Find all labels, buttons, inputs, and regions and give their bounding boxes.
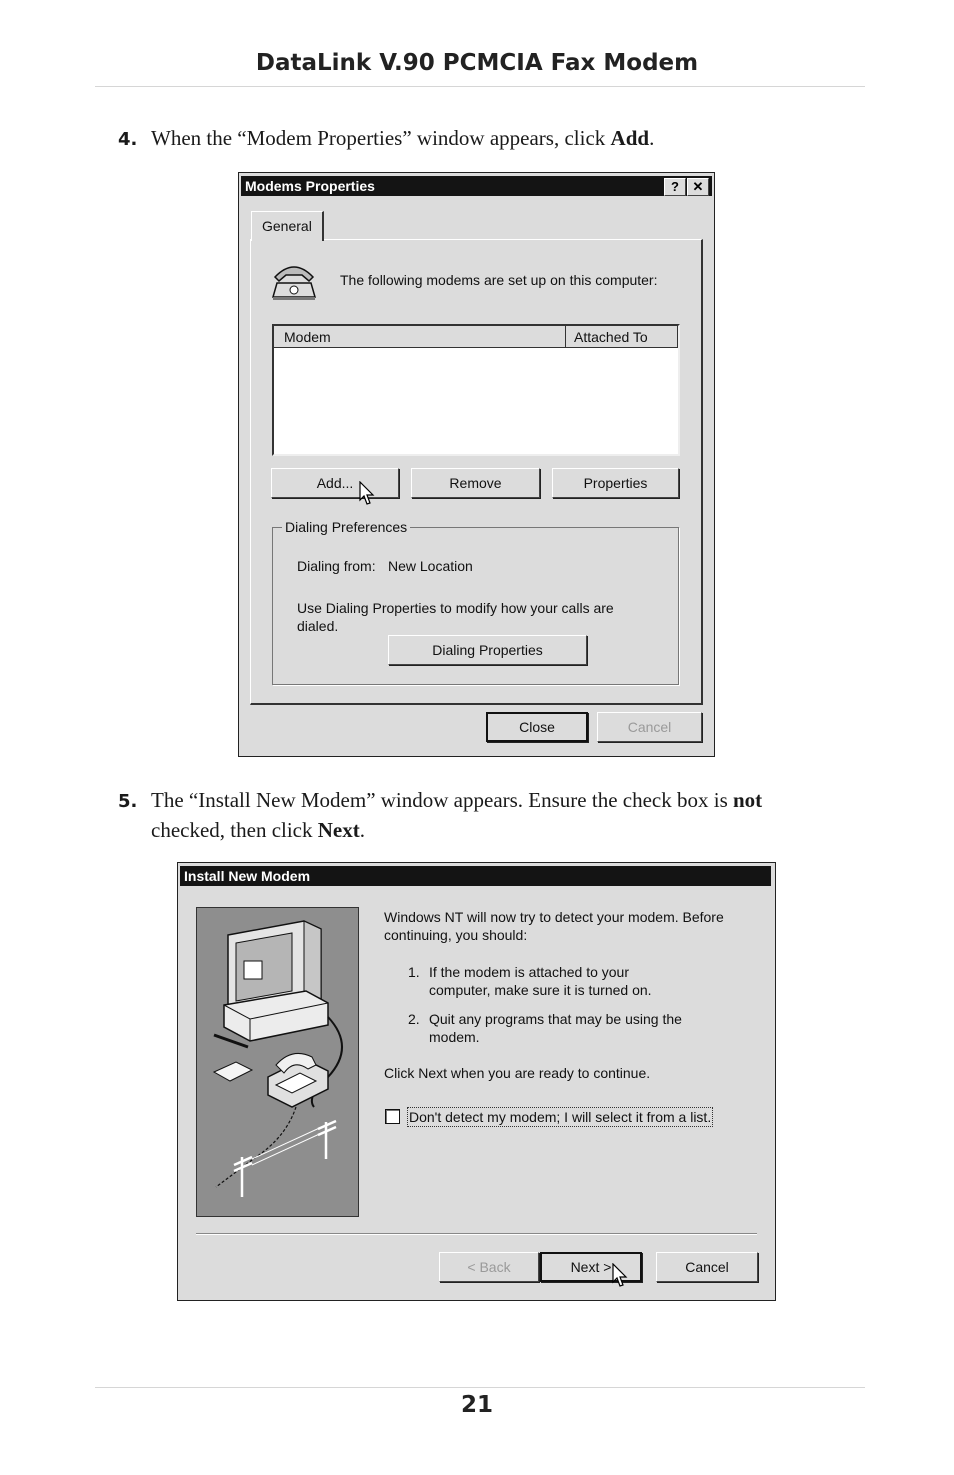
separator bbox=[196, 1233, 757, 1235]
list-item-text: Quit any programs that may be using the modem. bbox=[429, 1011, 682, 1045]
step-text: The “Install New Modem” window appears. Ensure the check box is bbox=[151, 788, 733, 812]
intro-text: Windows NT will now try to detect your modem. Before continuing, you should: bbox=[384, 909, 724, 943]
header-rule bbox=[95, 86, 865, 87]
install-new-modem-dialog bbox=[177, 862, 776, 1301]
cancel-button[interactable]: Cancel bbox=[656, 1252, 758, 1282]
remove-button[interactable]: Remove bbox=[411, 468, 540, 498]
column-header-modem[interactable]: Modem bbox=[274, 326, 566, 348]
next-button[interactable]: Next > bbox=[540, 1252, 642, 1282]
dialog-titlebar bbox=[241, 176, 712, 196]
dialog-titlebar bbox=[180, 866, 771, 886]
step-text: checked, then click bbox=[151, 818, 318, 842]
dialing-hint-text: Use Dialing Properties to modify how your calls are dialed. bbox=[297, 600, 614, 634]
step-bold-text: not bbox=[733, 788, 763, 812]
group-legend: Dialing Preferences bbox=[282, 518, 410, 536]
continue-text: Click Next when you are ready to continue. bbox=[384, 1065, 651, 1081]
help-button[interactable]: ? bbox=[664, 178, 686, 196]
mouse-pointer-icon bbox=[612, 1263, 628, 1289]
step-number: 4. bbox=[118, 129, 138, 150]
computer-modem-illustration bbox=[196, 907, 359, 1217]
dialing-from-value: New Location bbox=[388, 558, 473, 574]
step-bold-text: Next bbox=[317, 818, 360, 842]
dialog-title: Modems Properties bbox=[245, 178, 375, 194]
footer-rule bbox=[95, 1387, 865, 1388]
cancel-button[interactable]: Cancel bbox=[597, 712, 702, 742]
step-text: . bbox=[359, 818, 365, 842]
page-header-title: DataLink V.90 PCMCIA Fax Modem bbox=[255, 50, 699, 76]
step-number: 5. bbox=[118, 791, 138, 812]
dont-detect-label[interactable]: Don't detect my modem; I will select it from a list. bbox=[409, 1109, 712, 1125]
dont-detect-checkbox[interactable] bbox=[385, 1109, 400, 1124]
column-header-attached-to[interactable]: Attached To bbox=[566, 326, 678, 348]
close-icon[interactable]: ✕ bbox=[687, 178, 709, 196]
step-bold-text: Add bbox=[610, 126, 650, 150]
close-button[interactable]: Close bbox=[486, 712, 588, 742]
modem-list[interactable] bbox=[272, 324, 680, 456]
add-button[interactable]: Add... bbox=[271, 468, 399, 498]
list-item-number: 1. bbox=[408, 964, 420, 980]
step-text: . bbox=[649, 126, 655, 150]
tab-general[interactable]: General bbox=[251, 211, 324, 241]
intro-text: The following modems are set up on this computer: bbox=[340, 272, 658, 288]
list-item-number: 2. bbox=[408, 1011, 420, 1027]
list-item-text: If the modem is attached to your computer, make sure it is turned on. bbox=[429, 964, 652, 998]
back-button[interactable]: < Back bbox=[439, 1252, 539, 1282]
dialing-from-label: Dialing from: bbox=[297, 558, 376, 574]
page-number: 21 bbox=[460, 1392, 493, 1418]
modems-properties-dialog bbox=[238, 172, 715, 757]
telephone-icon bbox=[269, 255, 319, 301]
dialog-title: Install New Modem bbox=[184, 868, 311, 884]
properties-button[interactable]: Properties bbox=[552, 468, 679, 498]
step-4 bbox=[118, 124, 838, 154]
dialing-properties-button[interactable]: Dialing Properties bbox=[388, 635, 587, 665]
step-5 bbox=[118, 786, 838, 845]
step-text: When the “Modem Properties” window appears, click bbox=[151, 126, 611, 150]
mouse-pointer-icon bbox=[359, 481, 375, 507]
